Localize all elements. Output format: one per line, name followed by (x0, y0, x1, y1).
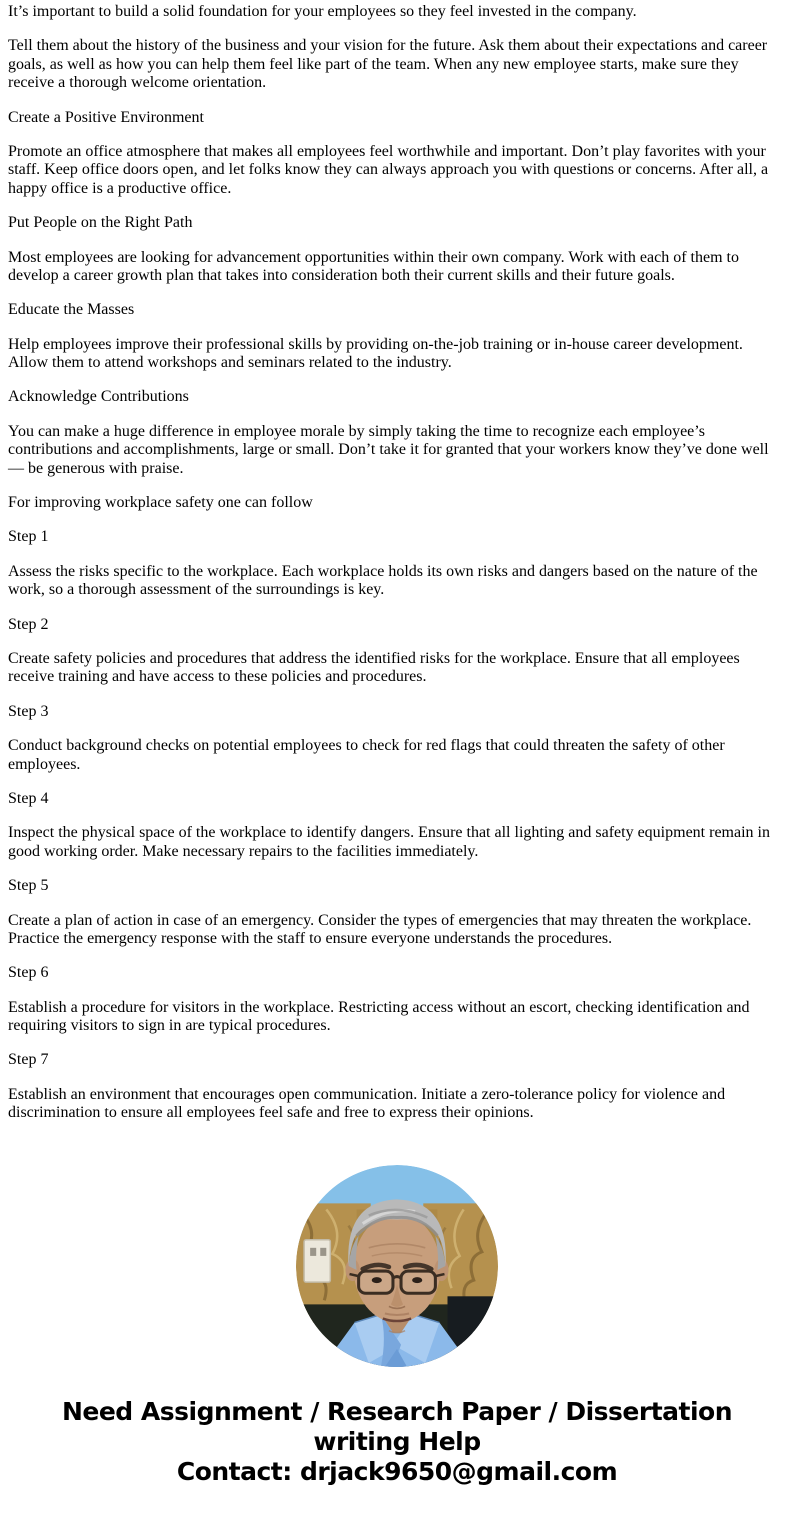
article-paragraph: Tell them about the history of the business and your vision for the future. Ask them about their expectations and career goals, as well as how you can help them feel like part of the team. When any new employee starts, make sure they receive a thorough welcome orientation. (8, 37, 768, 92)
promo-heading-line-2: writing Help (313, 1426, 481, 1456)
article-paragraph: Help employees improve their professional skills by providing on-the-job training or in-house career development. Allow them to attend workshops and seminars related to the industry. (8, 335, 743, 372)
author-avatar-image (296, 1165, 498, 1367)
article-body (0, 3, 794, 1123)
author-avatar (296, 1165, 498, 1367)
step-label: Step 7 (8, 1051, 49, 1069)
section-heading: Put People on the Right Path (8, 214, 193, 232)
article-paragraph: Conduct background checks on potential employees to check for red flags that could threaten the safety of other employees. (8, 737, 725, 773)
step-label: Step 2 (8, 615, 49, 633)
article-paragraph: Create safety policies and procedures that address the identified risks for the workplace. Ensure that all employees receive training and have access to these policies and procedures. (8, 649, 740, 686)
article-paragraph: Assess the risks specific to the workplace. Each workplace holds its own risks and dangers based on the nature of the work, so a thorough assessment of the surroundings is key. (8, 562, 758, 599)
step-label: Step 5 (8, 877, 49, 895)
step-label: Step 4 (8, 789, 49, 807)
section-heading: Acknowledge Contributions (8, 388, 189, 406)
article-paragraph: Create a plan of action in case of an emergency. Consider the types of emergencies that may threaten the workplace. Practice the emergency response with the staff to ensure everyone understands the procedures. (8, 911, 752, 947)
step-label: Step 6 (8, 964, 49, 982)
article-paragraph: It’s important to build a solid foundation for your employees so they feel invested in the company. (8, 3, 637, 20)
step-label: Step 3 (8, 702, 49, 720)
step-label: Step 1 (8, 528, 49, 546)
article-paragraph: Establish a procedure for visitors in the workplace. Restricting access without an escort, checking identification and requiring visitors to sign in are typical procedures. (8, 998, 750, 1035)
article-paragraph: You can make a huge difference in employee morale by simply taking the time to recognize each employee’s contributions and accomplishments, large or small. Don’t take it for granted that your workers know they’ve done well — be generous with praise. (8, 422, 769, 477)
promo-heading-line-1: Need Assignment / Research Paper / Dissertation (61, 1396, 733, 1426)
footer-promo (0, 1397, 794, 1487)
section-heading: Educate the Masses (8, 301, 135, 319)
section-heading: For improving workplace safety one can follow (8, 494, 313, 512)
article-paragraph: Establish an environment that encourages open communication. Initiate a zero-tolerance policy for violence and discrimination to ensure all employees feel safe and free to express their opinions. (8, 1085, 726, 1122)
promo-contact-line: Contact: drjack9650@gmail.com (176, 1456, 618, 1486)
section-heading: Create a Positive Environment (8, 108, 204, 126)
article-paragraph: Inspect the physical space of the workplace to identify dangers. Ensure that all lighting and safety equipment remain in good working order. Make necessary repairs to the facilities immediately. (8, 824, 770, 860)
article-paragraph: Promote an office atmosphere that makes all employees feel worthwhile and important. Don’t play favorites with your staff. Keep office doors open, and let folks know they can always approach you with questions or concerns. After all, a happy office is a productive office. (8, 142, 769, 197)
article-paragraph: Most employees are looking for advancement opportunities within their own company. Work with each of them to develop a career growth plan that takes into consideration both their current skills and their future goals. (8, 248, 739, 284)
